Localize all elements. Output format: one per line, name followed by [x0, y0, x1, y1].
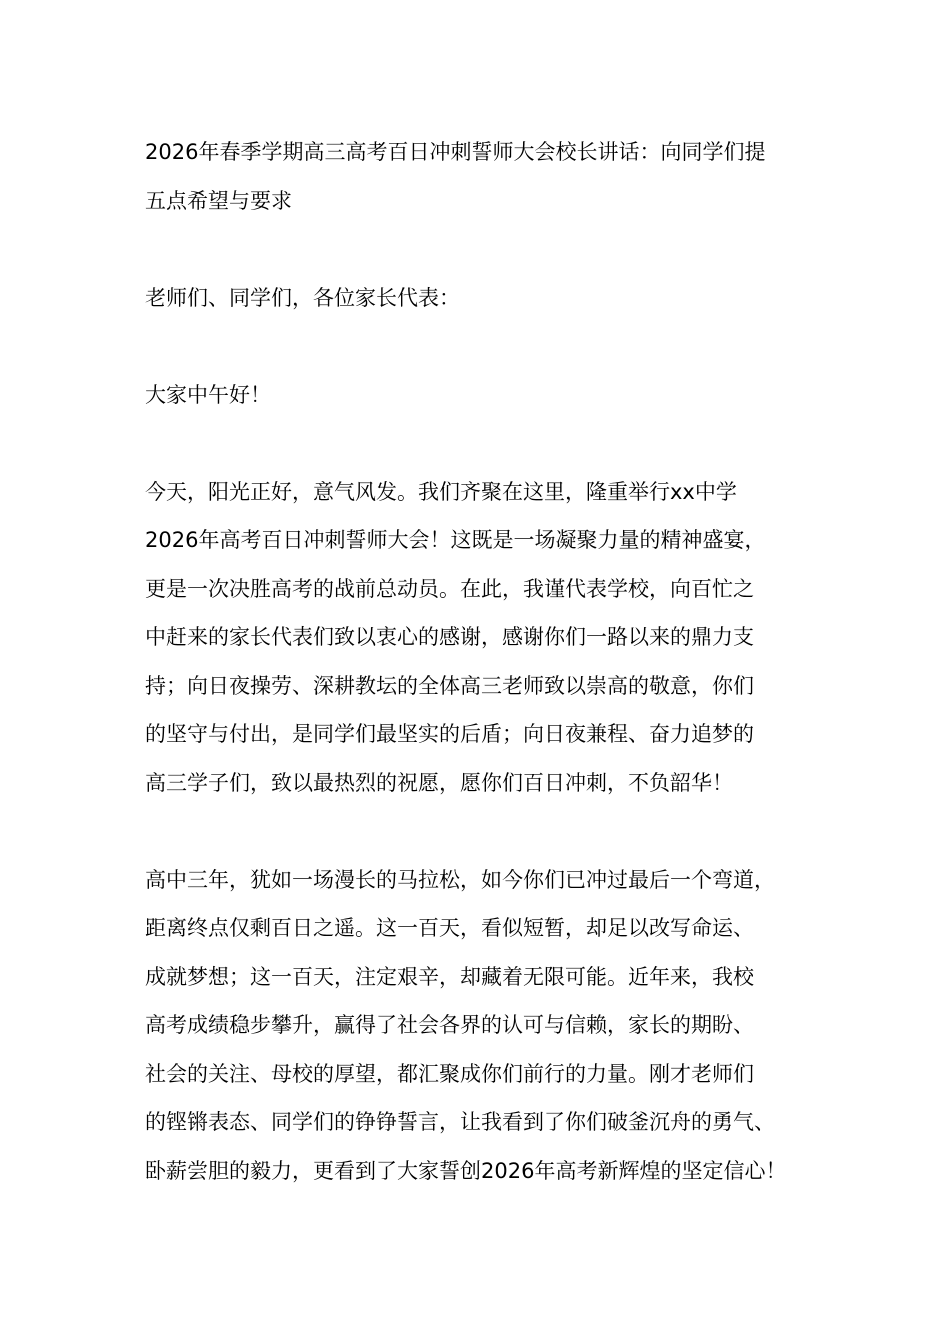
paragraph-line: 距离终点仅剩百日之遥。这一百天，看似短暂，却足以改写命运、 [145, 916, 754, 940]
paragraph-line: 成就梦想；这一百天，注定艰辛，却藏着无限可能。近年来，我校 [145, 964, 754, 989]
salutation-line: 老师们、同学们，各位家长代表： [145, 285, 460, 310]
paragraph-line: 卧薪尝胆的毅力，更看到了大家誓创2026年高考新辉煌的坚定信心！ [145, 1158, 787, 1183]
paragraph-line: 的坚守与付出，是同学们最坚实的后盾；向日夜兼程、奋力追梦的 [145, 722, 754, 746]
paragraph-line: 的铿锵表态、同学们的铮铮誓言，让我看到了你们破釜沉舟的勇气、 [145, 1110, 775, 1134]
greeting-line: 大家中午好！ [145, 382, 271, 407]
paragraph-line: 社会的关注、母校的厚望，都汇聚成你们前行的力量。刚才老师们 [145, 1061, 754, 1086]
paragraph-1 [145, 468, 810, 808]
document-body [145, 128, 810, 1195]
paragraph-line: 持；向日夜操劳、深耕教坛的全体高三老师致以崇高的敬意，你们 [145, 673, 754, 698]
paragraph-gap [145, 322, 810, 371]
paragraph-line: 中赶来的家长代表们致以衷心的感谢，感谢你们一路以来的鼎力支 [145, 625, 754, 649]
paragraph-line: 高三学子们，致以最热烈的祝愿，愿你们百日冲刺，不负韶华！ [145, 770, 733, 795]
paragraph-line: 更是一次决胜高考的战前总动员。在此，我谨代表学校，向百忙之 [145, 576, 754, 601]
paragraph-gap [145, 225, 810, 274]
paragraph-line: 今天，阳光正好，意气风发。我们齐聚在这里，隆重举行xx中学 [145, 479, 737, 504]
paragraph-line: 2026年高考百日冲刺誓师大会！这既是一场凝聚力量的精神盛宴， [145, 528, 766, 552]
paragraph-line: 高考成绩稳步攀升，赢得了社会各界的认可与信赖，家长的期盼、 [145, 1013, 754, 1037]
document-title [145, 128, 810, 225]
paragraph-2 [145, 856, 810, 1196]
greeting [145, 371, 810, 420]
paragraph-gap [145, 419, 810, 468]
salutation [145, 274, 810, 323]
paragraph-gap [145, 807, 810, 856]
title-line: 五点希望与要求 [145, 188, 292, 213]
paragraph-line: 高中三年，犹如一场漫长的马拉松，如今你们已冲过最后一个弯道， [145, 867, 775, 892]
title-line: 2026年春季学期高三高考百日冲刺誓师大会校长讲话：向同学们提 [145, 140, 766, 164]
